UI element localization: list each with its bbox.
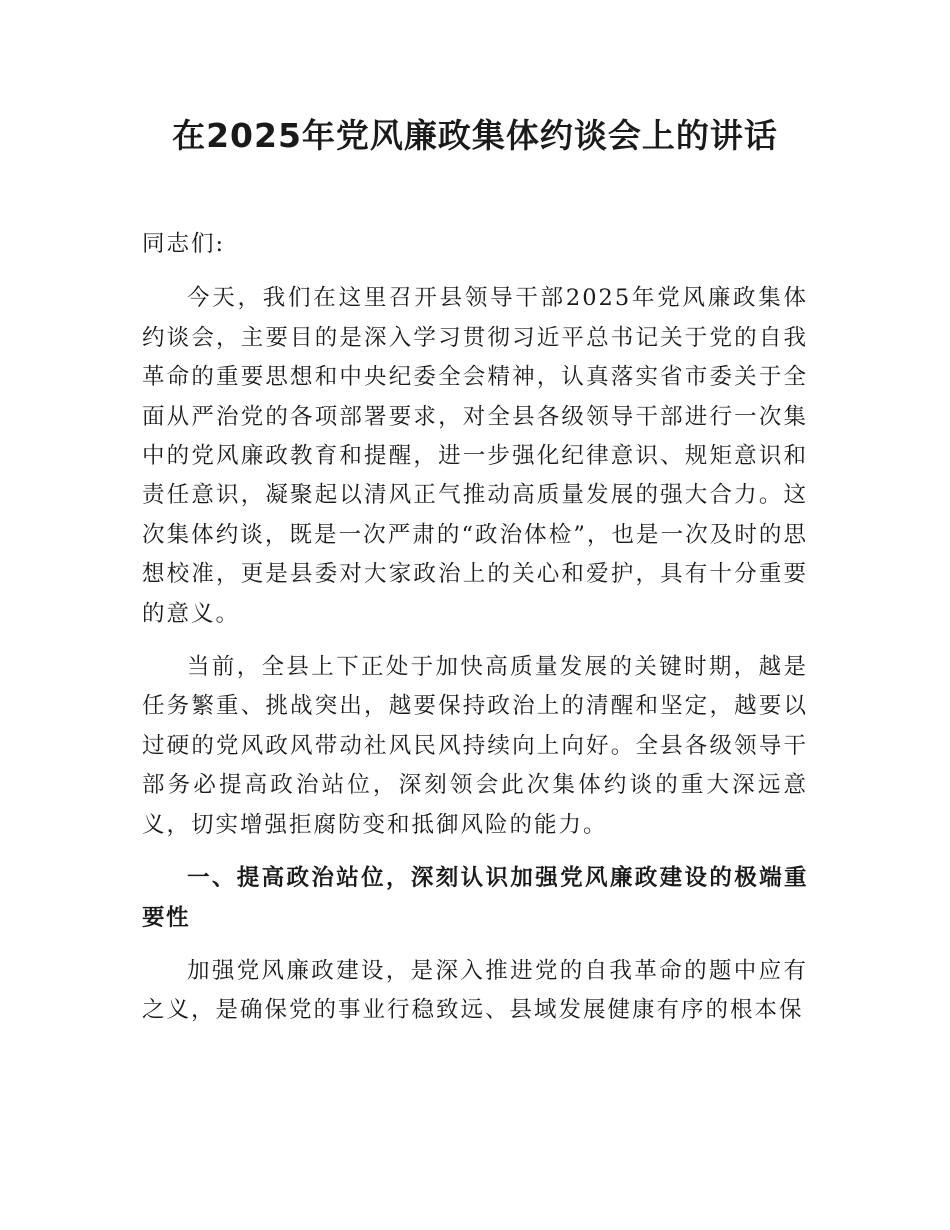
section-paragraph: 加强党风廉政建设，是深入推进党的自我革命的题中应有之义，是确保党的事业行稳致远、县域发展健康有序的根本保 (142, 957, 808, 1024)
section-heading: 一、提高政治站位，深刻认识加强党风廉政建设的极端重要性 (142, 865, 808, 931)
document-title: 在2025年党风廉政集体约谈会上的讲话 (172, 116, 778, 155)
document-body (142, 225, 808, 1031)
salutation: 同志们: (142, 231, 226, 257)
paragraph-2: 当前，全县上下正处于加快高质量发展的关键时期，越是任务繁重、挑战突出，越要保持政治上的清醒和坚定，越要以过硬的党风政风带动社风民风持续向上向好。全县各级领导干部务必提高政治站位，深刻领会此次集体约谈的重大深远意义，切实增强拒腐防变和抵御风险的能力。 (142, 654, 808, 838)
paragraph-1: 今天，我们在这里召开县领导干部2025年党风廉政集体约谈会，主要目的是深入学习贯彻习近平总书记关于党的自我革命的重要思想和中央纪委全会精神，认真落实省市委关于全面从严治党的各项部署要求，对全县各级领导干部进行一次集中的党风廉政教育和提醒，进一步强化纪律意识、规矩意识和责任意识，凝聚起以清风正气推动高质量发展的强大合力。这次集体约谈，既是一次严肃的“政治体检”，也是一次及时的思想校准，更是县委对大家政治上的关心和爱护，具有十分重要的意义。 (142, 285, 808, 627)
